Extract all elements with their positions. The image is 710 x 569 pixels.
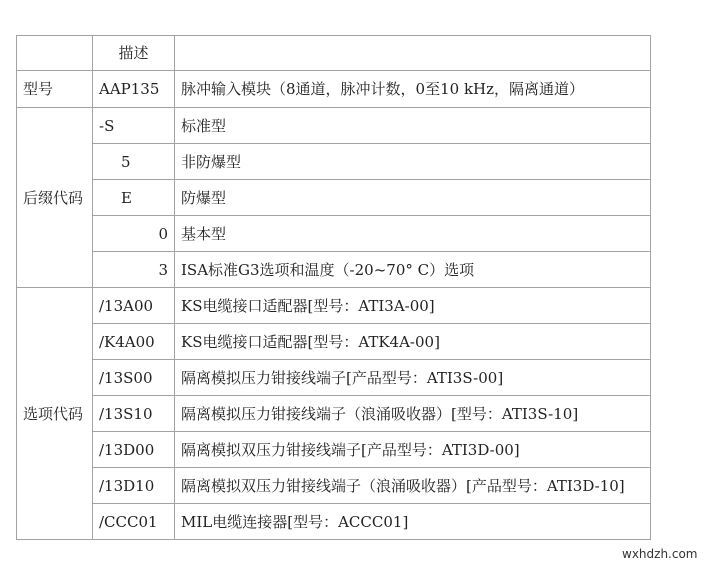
header-cell-empty-right <box>175 36 651 71</box>
model-label: 型号 <box>17 71 93 108</box>
option-description: KS电缆接口适配器[型号：ATK4A-00] <box>175 324 651 360</box>
suffix-row <box>17 108 651 144</box>
suffix-description: ISA标准G3选项和温度（-20~70° C）选项 <box>175 252 651 288</box>
suffix-description: 防爆型 <box>175 180 651 216</box>
suffix-code: E <box>93 180 175 216</box>
option-description: 隔离模拟双压力钳接线端子[产品型号：ATI3D-00] <box>175 432 651 468</box>
suffix-description: 基本型 <box>175 216 651 252</box>
header-description-label: 描述 <box>93 36 175 71</box>
suffix-label: 后缀代码 <box>17 108 93 288</box>
suffix-code: 5 <box>93 144 175 180</box>
option-description: 隔离模拟双压力钳接线端子（浪涌吸收器）[产品型号：ATI3D-10] <box>175 468 651 504</box>
option-description: MIL电缆连接器[型号：ACCC01] <box>175 504 651 540</box>
model-code: AAP135 <box>93 71 175 108</box>
suffix-row <box>17 252 651 288</box>
header-cell-empty-left <box>17 36 93 71</box>
option-row <box>17 432 651 468</box>
suffix-description: 标准型 <box>175 108 651 144</box>
suffix-row <box>17 180 651 216</box>
model-row <box>17 71 651 108</box>
option-code: /CCC01 <box>93 504 175 540</box>
suffix-row <box>17 216 651 252</box>
options-label: 选项代码 <box>17 288 93 540</box>
option-description: KS电缆接口适配器[型号：ATI3A-00] <box>175 288 651 324</box>
option-row <box>17 468 651 504</box>
option-row <box>17 288 651 324</box>
watermark-text: wxhdzh.com <box>622 547 698 561</box>
option-code: /13S10 <box>93 396 175 432</box>
suffix-code: -S <box>93 108 175 144</box>
option-code: /13A00 <box>93 288 175 324</box>
spec-table <box>16 35 651 540</box>
option-row <box>17 396 651 432</box>
suffix-code: 0 <box>93 216 175 252</box>
option-row <box>17 324 651 360</box>
option-row <box>17 504 651 540</box>
suffix-description: 非防爆型 <box>175 144 651 180</box>
option-code: /13D00 <box>93 432 175 468</box>
model-description: 脉冲输入模块（8通道，脉冲计数，0至10 kHz，隔离通道） <box>175 71 651 108</box>
suffix-row <box>17 144 651 180</box>
option-row <box>17 360 651 396</box>
option-description: 隔离模拟压力钳接线端子[产品型号：ATI3S-00] <box>175 360 651 396</box>
header-row <box>17 36 651 71</box>
suffix-code: 3 <box>93 252 175 288</box>
option-code: /13S00 <box>93 360 175 396</box>
option-description: 隔离模拟压力钳接线端子（浪涌吸收器）[型号：ATI3S-10] <box>175 396 651 432</box>
option-code: /13D10 <box>93 468 175 504</box>
option-code: /K4A00 <box>93 324 175 360</box>
